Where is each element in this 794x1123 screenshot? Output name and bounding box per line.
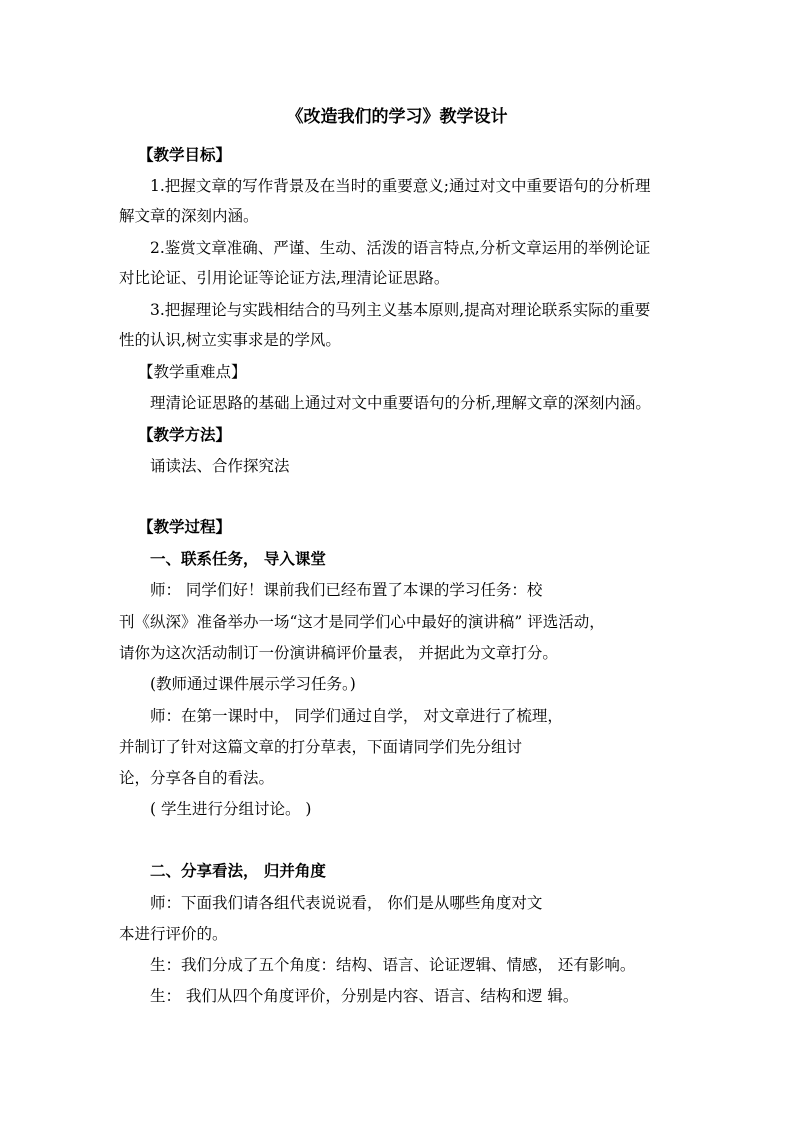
section-2-p3: 生： 我们从四个角度评价，分别是内容、语言、结构和逻 辑。 <box>150 987 579 1005</box>
section-1-p3-line-2: 并制订了针对这篇文章的打分草表，下面请同学们先分组讨 <box>119 738 523 756</box>
section-2-p1-line-2: 本进行评价的。 <box>119 925 228 943</box>
methods-heading: 【教学方法】 <box>138 425 232 444</box>
section-1-title: 一、联系任务， 导入课堂 <box>150 549 326 568</box>
key-points-heading: 【教学重难点】 <box>138 363 247 381</box>
objective-1-line-2: 解文章的深刻内涵。 <box>119 207 259 225</box>
objective-3-line-1: 3.把握理论与实践相结合的马列主义基本原则,提高对理论联系实际的重要 <box>150 301 651 319</box>
key-points-text: 理清论证思路的基础上通过对文中重要语句的分析,理解文章的深刻内涵。 <box>150 394 651 412</box>
objective-3-line-2: 性的认识,树立实事求是的学风。 <box>119 331 341 349</box>
section-2-title: 二、分享看法， 归并角度 <box>150 861 326 880</box>
section-1-p1-line-3: 请你为这次活动制订一份演讲稿评价量表， 并据此为文章打分。 <box>119 644 558 662</box>
section-1-p1-line-2: 刊《纵深》准备举办一场“这才是同学们心中最好的演讲稿” 评选活动， <box>119 613 605 631</box>
section-1-p1-line-1: 师： 同学们好！课前我们已经布置了本课的学习任务：校 <box>150 581 543 599</box>
section-1-p3-line-1: 师：在第一课时中， 同学们通过自学， 对文章进行了梳理， <box>150 707 563 725</box>
section-2-p2: 生：我们分成了五个角度：结构、语言、论证逻辑、情感， 还有影响。 <box>150 956 636 974</box>
process-heading: 【教学过程】 <box>138 517 232 536</box>
objective-2-line-2: 对比论证、引用论证等论证方法,理清论证思路。 <box>119 269 450 287</box>
section-1-p3-line-3: 论，分享各自的看法。 <box>119 769 275 787</box>
objectives-heading: 【教学目标】 <box>138 145 232 164</box>
section-1-p2: (教师通过课件展示学习任务。) <box>150 675 356 693</box>
document-title: 《改造我们的学习》教学设计 <box>286 107 508 127</box>
section-1-p4: ( 学生进行分组讨论。 ) <box>150 800 312 818</box>
section-2-p1-line-1: 师：下面我们请各组代表说说看， 你们是从哪些角度对文 <box>150 894 543 912</box>
objective-1-line-1: 1.把握文章的写作背景及在当时的重要意义;通过对文中重要语句的分析理 <box>150 177 651 195</box>
objective-2-line-1: 2.鉴赏文章准确、严谨、生动、活泼的语言特点,分析文章运用的举例论证 <box>150 239 651 257</box>
methods-text: 诵读法、合作探究法 <box>150 457 290 475</box>
